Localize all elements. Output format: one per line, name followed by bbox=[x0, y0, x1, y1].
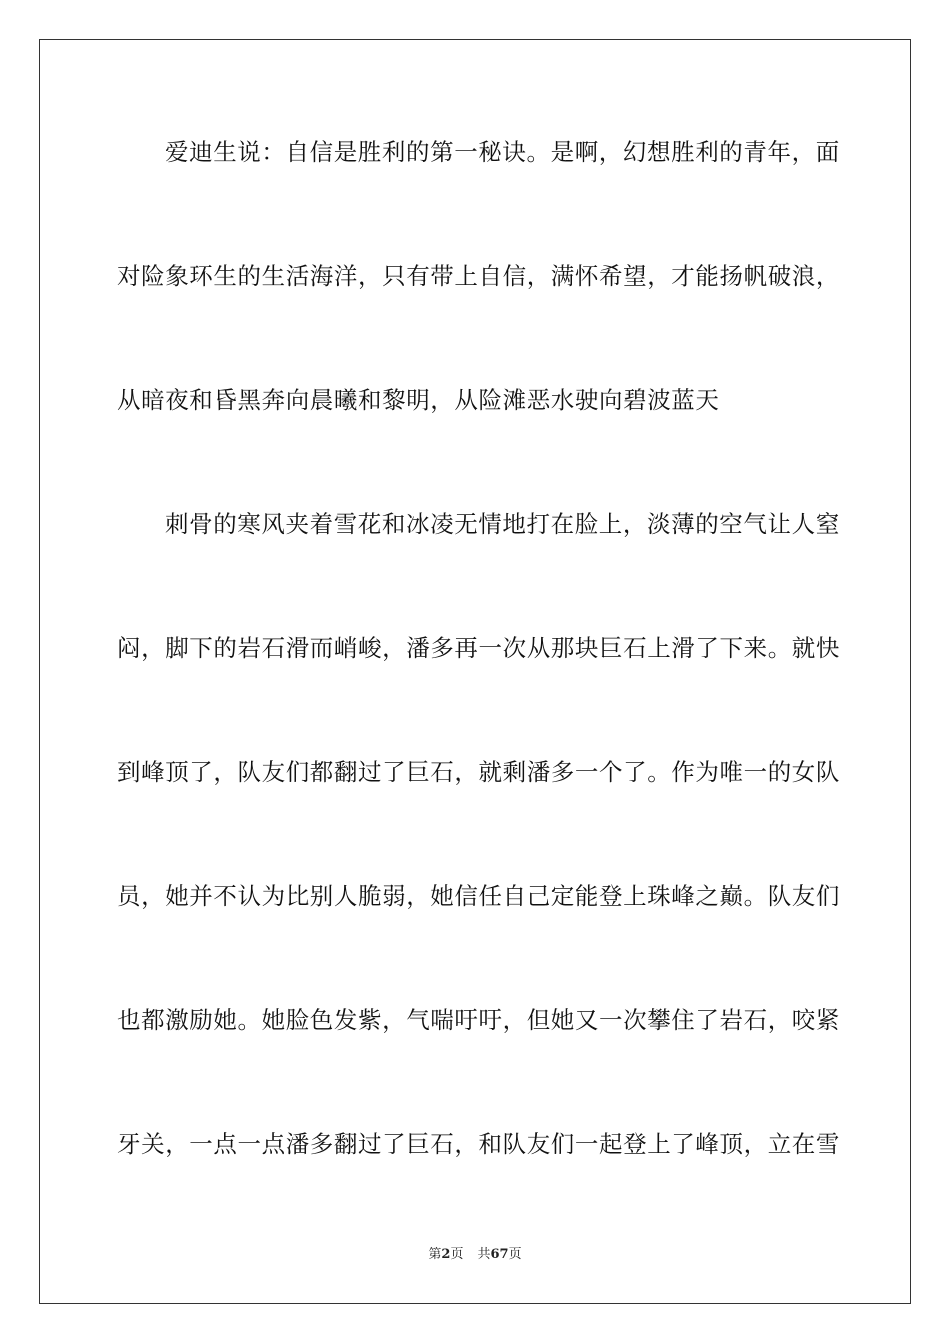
paragraph-2-line-6: 牙关，一点一点潘多翻过了巨石，和队友们一起登上了峰顶，立在雪 bbox=[117, 1130, 840, 1158]
paragraph-2-line-2: 闷，脚下的岩石滑而峭峻，潘多再一次从那块巨石上滑了下来。就快 bbox=[117, 634, 840, 662]
total-pages: 67 bbox=[490, 1247, 509, 1262]
paragraph-1-line-3: 从暗夜和昏黑奔向晨曦和黎明，从险滩恶水驶向碧波蓝天 bbox=[117, 386, 720, 414]
paragraph-1-line-2: 对险象环生的生活海洋，只有带上自信，满怀希望，才能扬帆破浪， bbox=[117, 262, 840, 290]
paragraph-2-line-3: 到峰顶了，队友们都翻过了巨石，就剩潘多一个了。作为唯一的女队 bbox=[117, 758, 840, 786]
paragraph-2-line-1: 刺骨的寒风夹着雪花和冰凌无情地打在脸上，淡薄的空气让人窒 bbox=[165, 510, 840, 538]
page-suffix: 页 bbox=[450, 1247, 464, 1262]
page-prefix: 第 bbox=[428, 1247, 442, 1262]
page-frame bbox=[39, 39, 911, 1304]
total-prefix: 共 bbox=[477, 1247, 491, 1262]
page-footer bbox=[0, 1246, 950, 1264]
page-number: 2 bbox=[441, 1247, 451, 1262]
paragraph-2-line-4: 员，她并不认为比别人脆弱，她信任自己定能登上珠峰之巅。队友们 bbox=[117, 882, 840, 910]
paragraph-1-line-1: 爱迪生说：自信是胜利的第一秘诀。是啊，幻想胜利的青年，面 bbox=[165, 138, 840, 166]
paragraph-2-line-5: 也都激励她。她脸色发紫，气喘吁吁，但她又一次攀住了岩石，咬紧 bbox=[117, 1006, 840, 1034]
total-suffix: 页 bbox=[508, 1247, 522, 1262]
